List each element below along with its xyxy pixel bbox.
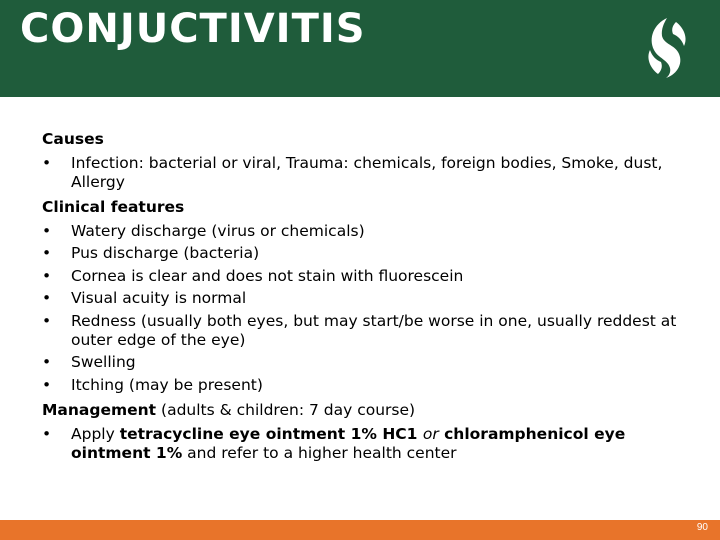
clinical-features-heading: Clinical features xyxy=(42,198,185,216)
drug-name-chloramphenicol: chloramphenicol eye ointment 1% xyxy=(71,424,626,462)
list-item xyxy=(42,312,682,350)
bullet-text xyxy=(71,425,625,462)
bullet: • xyxy=(42,221,52,240)
bullet-text: Swelling xyxy=(71,353,136,371)
list-item xyxy=(42,376,682,395)
slide-title: CONJUCTIVITIS xyxy=(20,6,366,52)
management-heading: Management xyxy=(42,401,157,419)
text-run: Apply xyxy=(71,424,120,443)
page-number: 90 xyxy=(696,522,708,533)
bullet-text: Visual acuity is normal xyxy=(71,289,247,307)
text-run-or: or xyxy=(422,424,439,443)
bullet: • xyxy=(42,375,52,394)
bullet: • xyxy=(42,153,52,172)
bullet: • xyxy=(42,353,52,371)
footer-bar xyxy=(0,520,720,540)
bullet: • xyxy=(42,424,52,443)
list-item xyxy=(42,289,682,308)
list-item xyxy=(42,267,682,286)
swirl-leaf-logo-icon xyxy=(640,14,694,82)
bullet-text: Infection: bacterial or viral, Trauma: chemicals, foreign bodies, Smoke, dust, Allergy xyxy=(71,153,663,191)
list-item xyxy=(42,244,682,263)
list-item xyxy=(42,222,682,241)
list-item xyxy=(42,154,682,192)
list-item xyxy=(42,353,682,372)
management-line xyxy=(42,398,682,423)
bullet-text: Itching (may be present) xyxy=(71,375,263,394)
drug-name-tetracycline: tetracycline eye ointment 1% HC1 xyxy=(119,424,423,443)
management-note: (adults & children: 7 day course) xyxy=(156,401,416,419)
bullet: • xyxy=(42,244,52,262)
list-item xyxy=(42,425,682,463)
title-bar xyxy=(0,0,720,97)
bullet-text: Pus discharge (bacteria) xyxy=(71,244,260,262)
bullet-text: Watery discharge (virus or chemicals) xyxy=(71,221,365,240)
bullet: • xyxy=(42,289,52,307)
bullet-text: Redness (usually both eyes, but may start/be worse in one, usually reddest at outer edge of the eye) xyxy=(71,311,677,349)
causes-heading: Causes xyxy=(42,130,104,148)
text-run: and refer to a higher health center xyxy=(182,443,457,462)
bullet-text: Cornea is clear and does not stain with fluorescein xyxy=(71,266,464,285)
bullet: • xyxy=(42,266,52,285)
bullet: • xyxy=(42,311,52,330)
slide-body xyxy=(42,127,682,466)
